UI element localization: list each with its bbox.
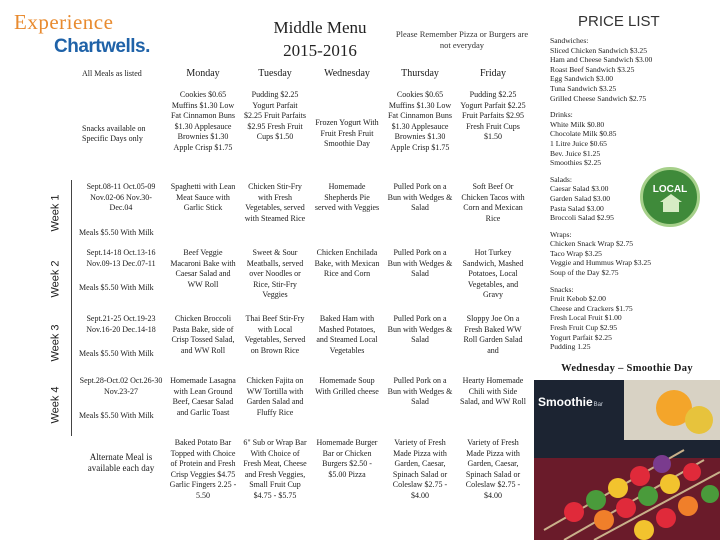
price-item: Roast Beef Sandwich $3.25: [550, 64, 635, 74]
price-section-heading: Snacks:: [550, 284, 574, 294]
price-item: Grilled Cheese Sandwich $2.75: [550, 93, 647, 103]
price-item: Bev. Juice $1.25: [550, 148, 601, 158]
header-corner: All Meals as listed: [82, 68, 142, 78]
price-item: Veggie and Hummus Wrap $3.25: [550, 258, 651, 268]
menu-cell: Chicken Broccoli Pasta Bake, side of Crisp Tossed Salad, and WW Roll: [171, 314, 235, 355]
week-4-dates: Sept.28-Oct.02 Oct.26-30 Nov.23-27: [79, 376, 163, 396]
price-item: Sliced Chicken Sandwich $3.25: [550, 45, 648, 55]
menu-cell: Pudding $2.25 Yogurt Parfait $2.25 Fruit Parfaits $2.95 Fresh Fruit Cups $1.50: [460, 90, 526, 141]
header-day: Thursday: [401, 67, 439, 79]
price-item: Fresh Local Fruit $1.00: [550, 313, 622, 323]
price-item: Tuna Sandwich $3.25: [550, 83, 617, 93]
week-4-meal-price: Meals $5.50 With Milk: [79, 411, 154, 420]
week-4-row: [76, 374, 530, 436]
menu-cell: Thai Beef Stir-Fry with Local Vegetables, Served on Brown Rice: [244, 314, 306, 355]
menu-cell: Chicken Stir-Fry with Fresh Vegetables, served with Steamed Rice: [244, 182, 306, 223]
header-day: Monday: [186, 67, 220, 79]
price-item: Smoothies $2.25: [550, 158, 602, 168]
menu-cell: Homemade Burger Bar or Chicken Burgers $2.50 - $5.00 Pizza: [316, 438, 378, 479]
price-section-sandwiches: [550, 36, 718, 103]
price-item: Caesar Salad $3.00: [550, 184, 609, 194]
price-item: 1 Litre Juice $0.65: [550, 138, 607, 148]
week-1-dates: Sept.08-11 Oct.05-09 Nov.02-06 Nov.30-Dec.04: [86, 182, 156, 212]
menu-cell: Hearty Homemade Chili with Side Salad, and WW Roll: [460, 376, 526, 406]
menu-cell: Hot Turkey Sandwich, Mashed Potatoes, Local Vegetables, and Gravy: [462, 248, 524, 299]
menu-cell: Chicken Fajita on WW Tortilla with Garden Salad and Fluffy Rice: [246, 376, 304, 417]
week-3-info: [76, 312, 166, 374]
menu-cell: Pulled Pork on a Bun with Wedges & Salad: [387, 182, 453, 212]
smoothie-bar-image: [534, 380, 720, 540]
menu-cell: Pulled Pork on a Bun with Wedges & Salad: [387, 314, 453, 344]
price-item: Cheese and Crackers $1.75: [550, 303, 633, 313]
week-2-meal-price: Meals $5.50 With Milk: [79, 283, 154, 292]
page-title: [255, 16, 385, 62]
logo-experience-text: Experience: [14, 10, 114, 34]
menu-table: [76, 58, 530, 530]
week-2-dates: Sept.14-18 Oct.13-16 Nov.09-13 Dec.07-11: [86, 248, 156, 268]
week-2-info: [76, 246, 166, 312]
price-item: Chocolate Milk $0.85: [550, 129, 617, 139]
price-item: Soup of the Day $2.75: [550, 268, 619, 278]
week-2-label: Week 2: [46, 246, 72, 312]
price-item: Yogurt Parfait $2.25: [550, 332, 612, 342]
header-day: Friday: [479, 67, 507, 79]
menu-cell: Sweet & Sour Meatballs, served over Noodles or Rice, Stir-Fry Veggies: [246, 248, 304, 299]
price-item: Pasta Salad $3.00: [550, 203, 604, 213]
snacks-row: [76, 88, 530, 180]
week-3-label: Week 3: [46, 312, 72, 374]
price-section-drinks: [550, 110, 718, 168]
price-item: Egg Sandwich $3.00: [550, 74, 614, 84]
smoothie-brand: [538, 395, 603, 409]
chartwells-logo: [14, 10, 164, 60]
price-section-wraps: [550, 230, 718, 278]
price-section-snacks: [550, 285, 718, 352]
price-list-title: PRICE LIST: [578, 13, 660, 30]
title-line-2: 2015-2016: [283, 41, 357, 60]
menu-cell: Baked Potato Bar Topped with Choice of Protein and Fresh Crisp Veggies $4.75 Garlic Fingers 2.25 - 5.50: [169, 438, 237, 500]
alternate-row: [76, 436, 530, 530]
logo-chartwells-text: Chartwells.: [54, 36, 150, 57]
house-icon: [663, 200, 679, 212]
price-item: Garden Salad $3.00: [550, 193, 611, 203]
smoothie-brand-name: Smoothie: [538, 395, 593, 409]
menu-cell: Variety of Fresh Made Pizza with Garden, Caesar, Spinach Salad or Coleslaw $2.75 - $4.00: [392, 438, 448, 500]
menu-cell: Pulled Pork on a Bun with Wedges & Salad: [387, 248, 453, 278]
price-item: Ham and Cheese Sandwich $3.00: [550, 55, 653, 65]
header-day: Wednesday: [324, 67, 370, 79]
week-3-row: [76, 312, 530, 374]
smoothie-brand-tag: Bar: [593, 402, 604, 408]
menu-cell: Beef Veggie Macaroni Bake with Caesar Salad and WW Roll: [170, 248, 236, 289]
week-1-label: Week 1: [46, 180, 72, 246]
menu-cell: 6" Sub or Wrap Bar With Choice of Fresh Meat, Cheese and Fresh Veggies, Small Fruit Cup $4.75 - $5.75: [243, 438, 307, 500]
header-day: Tuesday: [258, 67, 292, 79]
price-item: Chicken Snack Wrap $2.75: [550, 239, 634, 249]
title-line-1: Middle Menu: [273, 18, 367, 37]
menu-cell: Cookies $0.65 Muffins $1.30 Low Fat Cinnamon Buns $1.30 Applesauce Brownies $1.30 Apple Crisp $1.75: [170, 90, 235, 152]
menu-cell: Baked Ham with Mashed Potatoes, and Steamed Local Vegetables: [316, 314, 378, 355]
local-badge-text: LOCAL: [652, 184, 688, 195]
menu-cell: Sloppy Joe On a Fresh Baked WW Roll Garden Salad and: [463, 314, 523, 355]
price-item: Fruit Kebob $2.00: [550, 294, 606, 304]
menu-cell: Pudding $2.25 Yogurt Parfait $2.25 Fruit Parfaits $2.95 Fresh Fruit Cups $1.50: [244, 90, 306, 141]
pizza-burger-note: Please Remember Pizza or Burgers are not everyday: [395, 29, 529, 50]
price-section-heading: Wraps:: [550, 229, 572, 239]
week-1-row: [76, 180, 530, 246]
price-item: Taco Wrap $3.25: [550, 248, 602, 258]
menu-cell: Homemade Soup With Grilled cheese: [315, 376, 379, 396]
smoothie-day-label: Wednesday – Smoothie Day: [561, 363, 693, 374]
price-section-heading: Salads:: [550, 174, 572, 184]
price-section-heading: Drinks:: [550, 110, 573, 120]
week-1-info: [76, 180, 166, 246]
local-badge: [640, 167, 700, 227]
price-item: Broccoli Salad $2.95: [550, 213, 614, 223]
price-item: Fresh Fruit Cup $2.95: [550, 323, 618, 333]
menu-cell: Soft Beef Or Chicken Tacos with Corn and Mexican Rice: [461, 182, 525, 223]
week-1-meal-price: Meals $5.50 With Milk: [79, 227, 154, 237]
alternate-label: Alternate Meal is available each day: [87, 452, 155, 473]
menu-cell: Variety of Fresh Made Pizza with Garden, Caesar, Spinach Salad or Coleslaw $2.75 - $4.00: [465, 438, 521, 500]
menu-cell: Cookies $0.65 Muffins $1.30 Low Fat Cinnamon Buns $1.30 Applesauce Brownies $1.30 Apple Crisp $1.75: [387, 90, 452, 152]
menu-cell: Homemade Shepherds Pie served with Veggies: [314, 182, 380, 212]
week-3-meal-price: Meals $5.50 With Milk: [79, 349, 154, 358]
week-2-row: [76, 246, 530, 312]
snacks-label: Snacks available on Specific Days only: [82, 123, 146, 143]
menu-header-row: [76, 58, 530, 88]
menu-cell: Homemade Lasagna with Lean Ground Beef, Caesar Salad and Garlic Toast: [170, 376, 236, 417]
price-item: White Milk $0.80: [550, 119, 605, 129]
price-item: Pudding 1.25: [550, 342, 591, 352]
price-section-heading: Sandwiches:: [550, 36, 589, 45]
menu-cell: Spaghetti with Lean Meat Sauce with Garlic Stick: [170, 182, 236, 212]
week-4-label: Week 4: [46, 374, 72, 436]
week-4-info: [76, 374, 166, 436]
menu-cell: Frozen Yogurt With Fruit Fresh Fruit Smoothie Day: [315, 118, 379, 149]
menu-cell: Pulled Pork on a Bun with Wedges & Salad: [387, 376, 453, 406]
menu-cell: Chicken Enchilada Bake, with Mexican Rice and Corn: [314, 248, 380, 278]
week-3-dates: Sept.21-25 Oct.19-23 Nov.16-20 Dec.14-18: [86, 314, 156, 334]
